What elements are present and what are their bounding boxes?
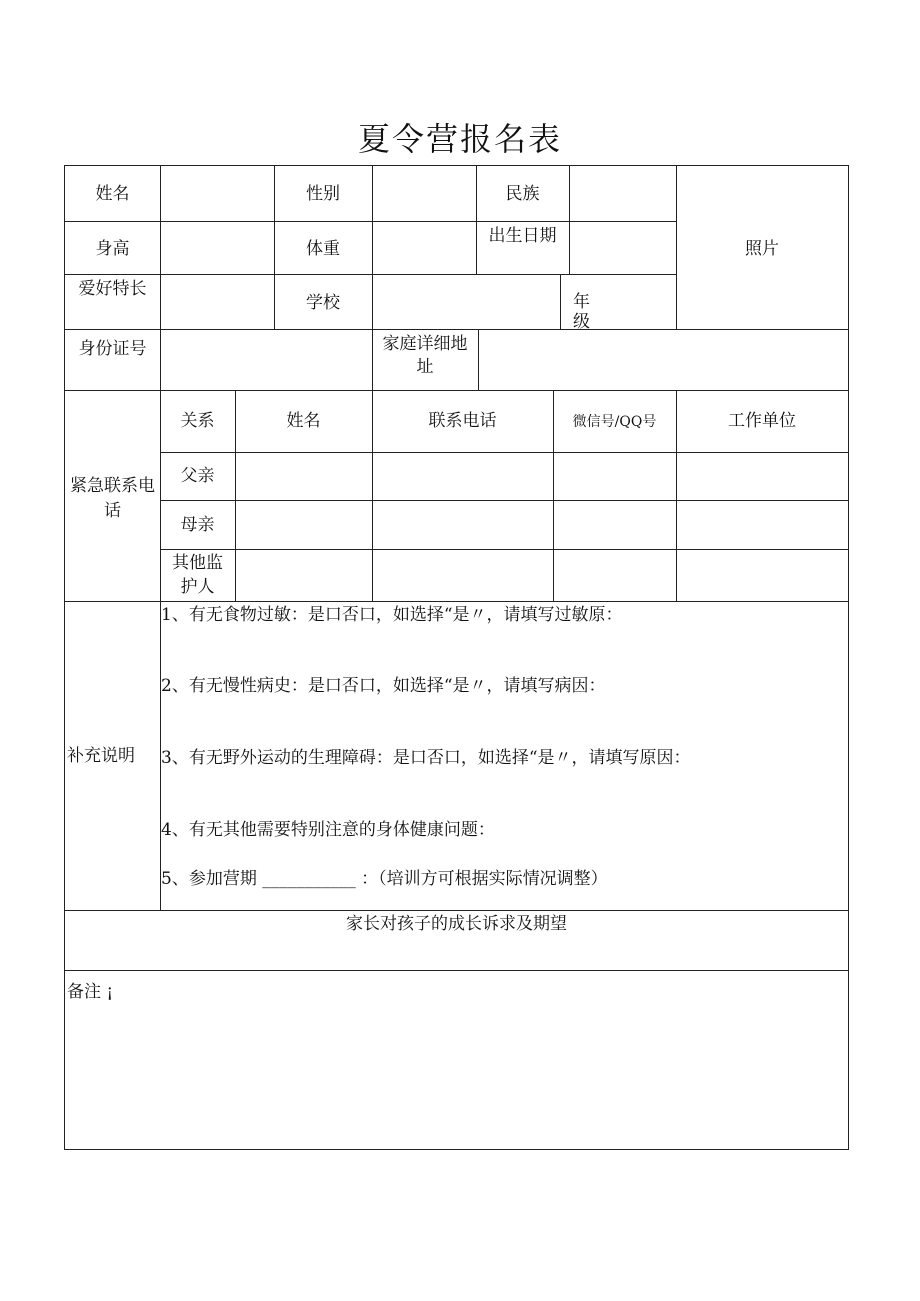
grade-label-line2: 级: [573, 312, 590, 332]
expectations-label: 家长对孩子的成长诉求及期望: [346, 914, 567, 934]
address-label-line2: 址: [416, 357, 434, 377]
row-divider: [160, 500, 848, 501]
col-divider: [560, 274, 561, 329]
wechat-qq-header: 微信号/QQ号: [572, 414, 657, 430]
form-title: 夏令营报名表: [357, 120, 562, 158]
supplement-item: 1、有无食物过敏：是口否口，如选择“是〃，请填写过敏原：: [161, 605, 623, 625]
weight-label: 体重: [306, 239, 340, 259]
col-divider: [160, 329, 161, 390]
col-divider: [372, 166, 373, 329]
emergency-section-label-line2: 话: [104, 501, 121, 521]
ethnicity-label: 民族: [505, 184, 540, 204]
guardian-row-label-line1: 其他监: [172, 553, 223, 573]
col-divider: [478, 329, 479, 390]
name-label: 姓名: [95, 184, 130, 204]
row-divider: [65, 910, 848, 911]
supplement-item: 2、有无慢性病史：是口否口，如选择“是〃，请填写病因：: [161, 676, 606, 696]
grade-label-line1: 年: [573, 292, 590, 312]
gender-label: 性别: [306, 184, 340, 204]
col-divider: [569, 166, 570, 274]
supplement-item: 3、有无野外运动的生理障碍：是口否口，如选择“是〃，请填写原因：: [161, 748, 691, 768]
hobby-label: 爱好特长: [78, 279, 147, 299]
photo-label: 照片: [745, 239, 779, 259]
mother-row-label: 母亲: [180, 515, 215, 535]
supplement-item: 4、有无其他需要特别注意的身体健康问题：: [161, 820, 495, 840]
workplace-header: 工作单位: [728, 411, 796, 431]
father-row-label: 父亲: [180, 466, 215, 486]
birthdate-label: 出生日期: [488, 226, 557, 246]
height-label: 身高: [95, 239, 130, 259]
address-label-line1: 家庭详细地: [382, 334, 468, 354]
relation-header: 关系: [180, 411, 215, 431]
row-divider: [160, 549, 848, 550]
row-divider: [65, 970, 848, 971]
col-divider: [160, 166, 161, 329]
row-divider: [65, 274, 676, 275]
school-label: 学校: [306, 293, 340, 313]
supplement-item: 5、参加营期 ___________ ：（培训方可根据实际情况调整）: [161, 869, 608, 889]
phone-header: 联系电话: [428, 411, 497, 431]
row-divider: [65, 601, 848, 602]
supplement-label: 补充说明: [67, 746, 135, 766]
id-number-label: 身份证号: [78, 339, 147, 359]
row-divider: [65, 221, 676, 222]
emergency-section-label-line1: 紧急联系电: [70, 476, 155, 496]
row-divider: [65, 390, 848, 391]
remarks-label: 备注 ¡: [67, 982, 114, 1002]
contact-name-header: 姓名: [286, 411, 321, 431]
guardian-row-label-line2: 护人: [180, 577, 215, 597]
registration-form-table: [64, 165, 849, 1150]
row-divider: [160, 452, 848, 453]
row-divider: [65, 329, 848, 330]
